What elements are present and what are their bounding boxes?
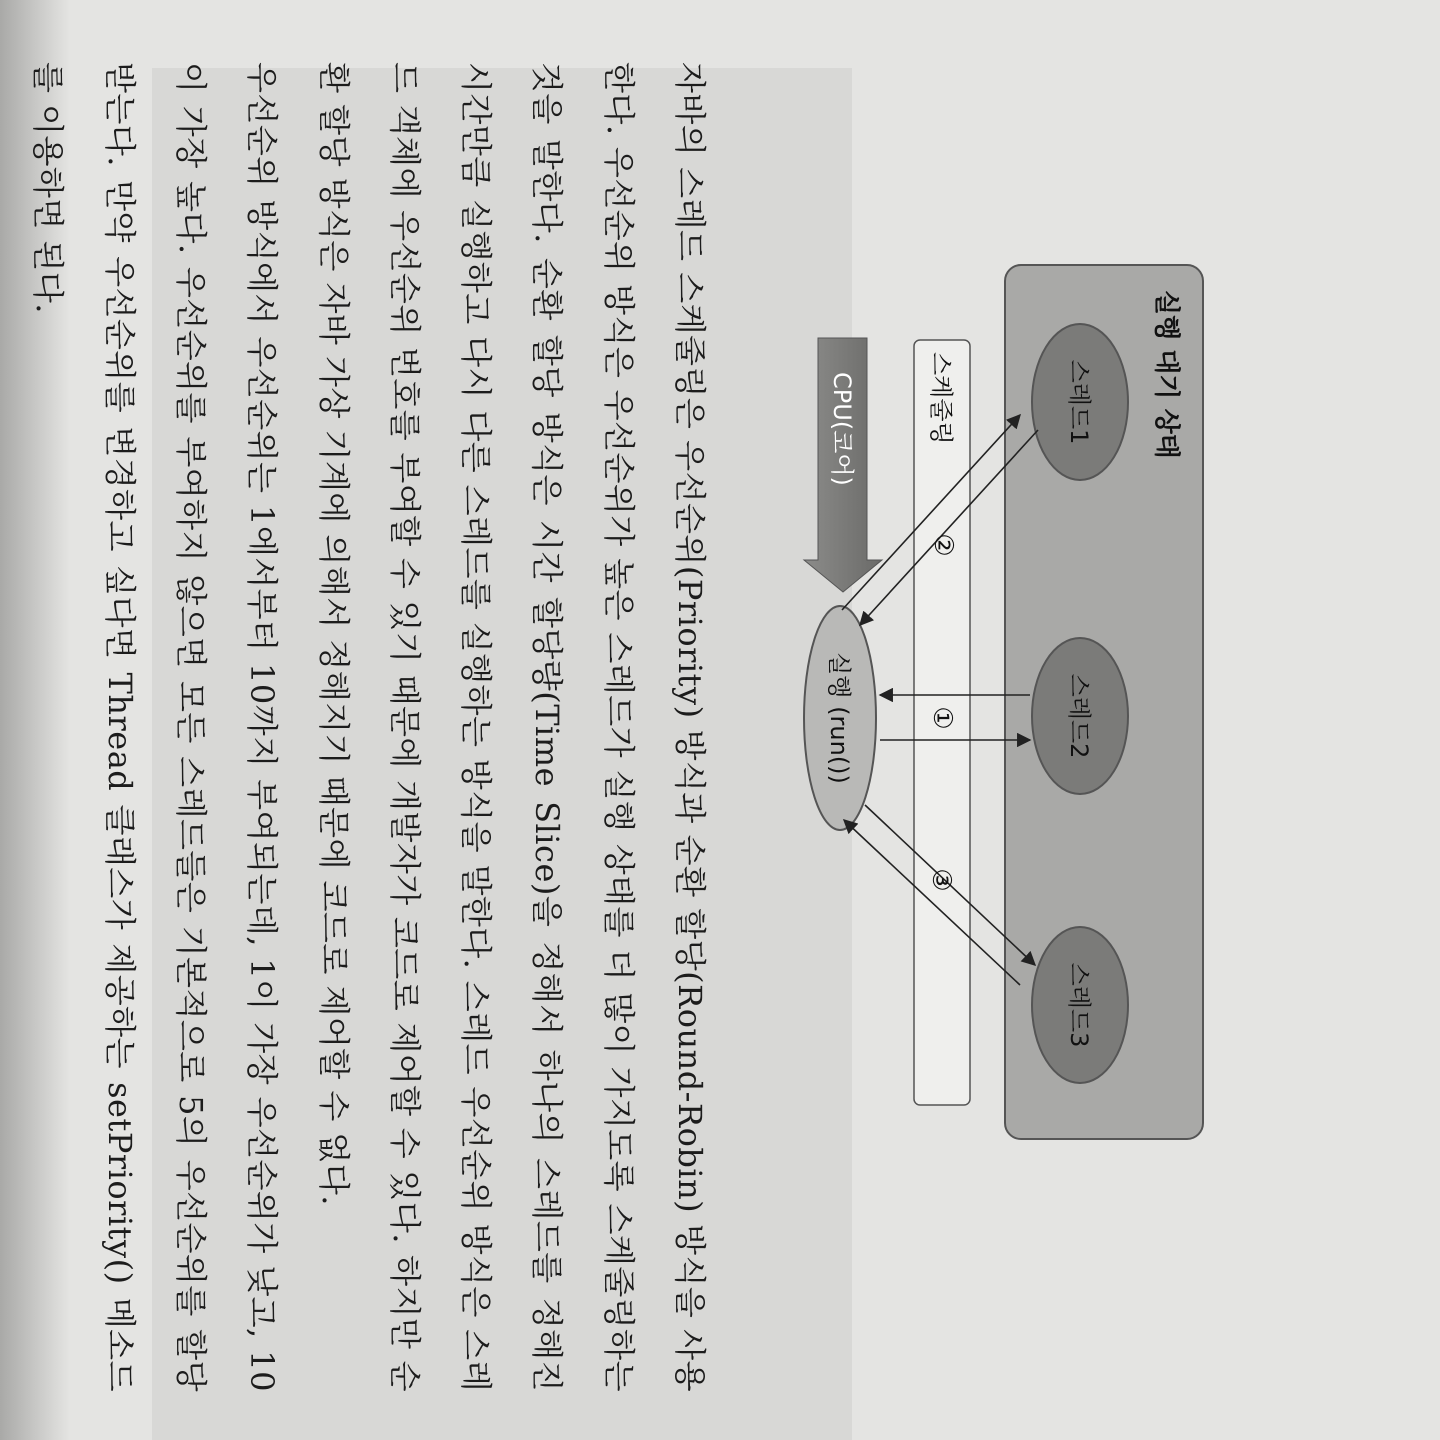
wait-state-label: 실행 대기 상태	[1151, 290, 1181, 459]
step-marker-2: ②	[928, 533, 958, 557]
scheduling-label: 스케줄링	[927, 352, 955, 445]
cpu-label: CPU(코어)	[828, 372, 856, 486]
paragraph-2: 우선순위 방식에서 우선순위는 1에서부터 10까지 부여되는데, 1이 가장 우선순위가 낮고, 10이 가장 높다. 우선순위를 부여하지 않으면 모든 스레드들은 기본적으로 5의 우선순위를 할당받는다. 만약 우선순위를 변경하고 싶다면 Thread 클래스가 제공하는 setPriority() 메소드를 이용하면 된다.	[29, 62, 282, 1392]
step-marker-1: ①	[927, 706, 957, 730]
thread-3	[1032, 927, 1128, 1083]
thread-1	[1032, 324, 1128, 480]
cpu-arrow	[804, 338, 882, 592]
step-marker-3: ③	[926, 868, 956, 892]
thread-1-label: 스레드1	[1065, 359, 1093, 445]
run-state	[804, 606, 876, 830]
body-text	[12, 62, 725, 1392]
run-label: 실행 (run())	[825, 652, 853, 784]
thread-2	[1032, 638, 1128, 794]
paragraph-1: 자바의 스레드 스케줄링은 우선순위(Priority) 방식과 순환 할당(Round-Robin) 방식을 사용한다. 우선순위 방식은 우선순위가 높은 스레드가 실행 상태를 더 많이 가지도록 스케줄링하는 것을 말한다. 순환 할당 방식은 시간 할당량(Time Slice)을 정해서 하나의 스레드를 정해진 시간만큼 실행하고 다시 다른 스레드를 실행하는 방식을 말한다. 스레드 우선순위 방식은 스레드 객체에 우선순위 번호를 부여할 수 있기 때문에 개발자가 코드로 제어할 수 있다. 하지만 순환 할당 방식은 자바 가상 기계에 의해서 정해지기 때문에 코드로 제어할 수 없다.	[314, 62, 709, 1392]
thread-3-label: 스레드3	[1065, 962, 1093, 1048]
thread-2-label: 스레드2	[1065, 673, 1093, 759]
